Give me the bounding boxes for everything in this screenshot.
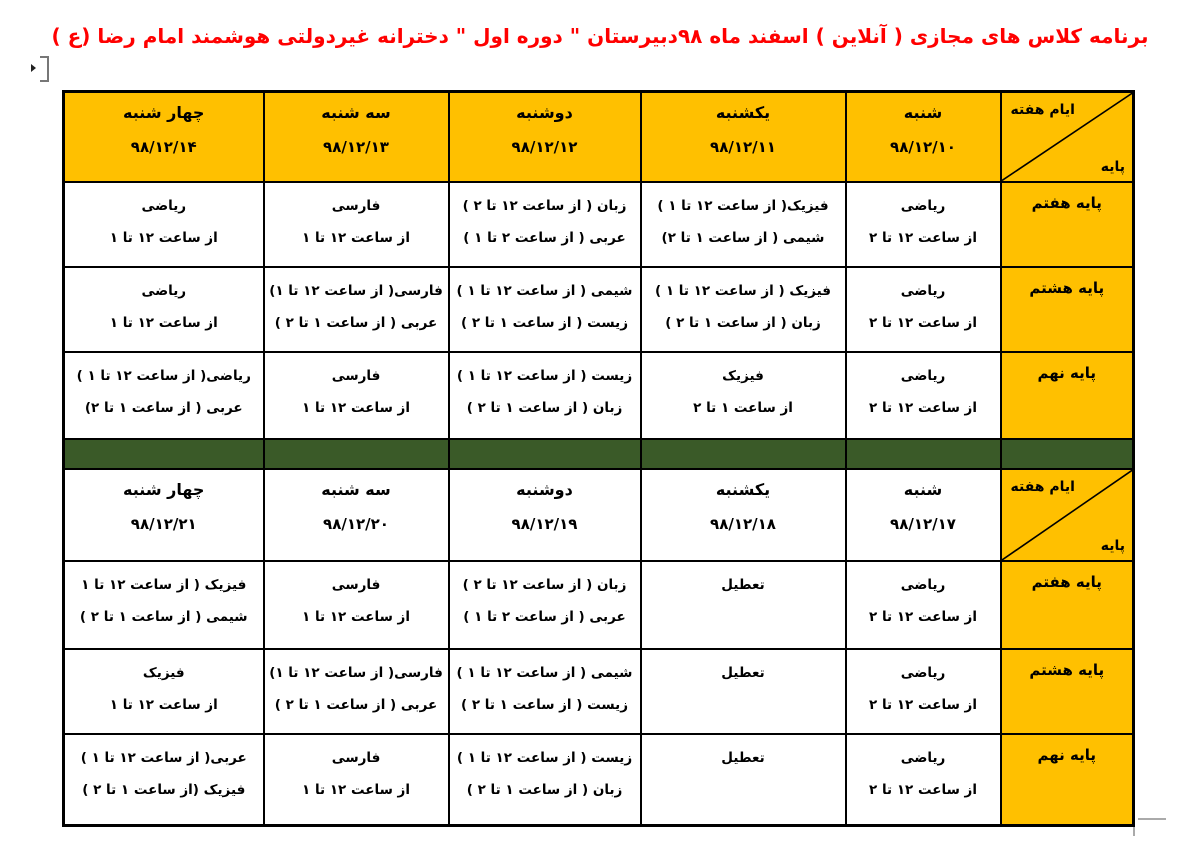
corner-grade-label: پایه — [1100, 158, 1125, 175]
day-header-cell — [846, 469, 1001, 561]
schedule-cell: فارسی( از ساعت ۱۲ تا ۱) عربی ( از ساعت ۱ تا ۲ ) — [264, 649, 449, 734]
week1-header-row — [64, 92, 1134, 182]
schedule-cell: زیست ( از ساعت ۱۲ تا ۱ ) زبان ( از ساعت ۱ تا ۲ ) — [449, 352, 641, 439]
week2-corner-cell — [1001, 469, 1134, 561]
week2-header-row — [64, 469, 1134, 561]
day-name: سه شنبه — [321, 103, 391, 122]
cursor-arrow-icon — [31, 64, 36, 72]
day-name: دوشنبه — [516, 103, 573, 122]
schedule-cell: فیزیک از ساعت ۱۲ تا ۱ — [64, 649, 264, 734]
separator-cell — [449, 439, 641, 469]
day-name: چهار شنبه — [123, 479, 205, 499]
day-date: ۹۸/۱۲/۲۰ — [323, 514, 389, 533]
schedule-cell: ریاضی از ساعت ۱۲ تا ۲ — [846, 649, 1001, 734]
day-name: چهار شنبه — [123, 103, 205, 122]
schedule-cell: ریاضی( از ساعت ۱۲ تا ۱ ) عربی ( از ساعت ۱ تا ۲) — [64, 352, 264, 439]
day-date: ۹۸/۱۲/۲۱ — [130, 514, 197, 533]
schedule-cell: ریاضی از ساعت ۱۲ تا ۲ — [846, 734, 1001, 826]
schedule-cell: زیست ( از ساعت ۱۲ تا ۱ ) زبان ( از ساعت ۱ تا ۲ ) — [449, 734, 641, 826]
schedule-cell: فیزیک از ساعت ۱ تا ۲ — [641, 352, 846, 439]
week2-grade9-row — [64, 734, 1134, 826]
day-date: ۹۸/۱۲/۱۳ — [323, 138, 389, 156]
day-header-cell — [64, 92, 264, 182]
day-header-cell — [264, 469, 449, 561]
week1-grade8-row — [64, 267, 1134, 352]
grade-cell: پایه نهم — [1001, 352, 1134, 439]
schedule-cell: شیمی ( از ساعت ۱۲ تا ۱ ) زیست ( از ساعت ۱ تا ۲ ) — [449, 267, 641, 352]
separator-cell — [64, 439, 264, 469]
schedule-cell: عربی( از ساعت ۱۲ تا ۱ ) فیزیک (از ساعت ۱ تا ۲ ) — [64, 734, 264, 826]
week1-grade7-row — [64, 182, 1134, 267]
grade-cell: پایه هشتم — [1001, 649, 1134, 734]
schedule-cell: زبان ( از ساعت ۱۲ تا ۲ ) عربی ( از ساعت ۲ تا ۱ ) — [449, 561, 641, 649]
week-separator-row — [64, 439, 1134, 469]
day-date: ۹۸/۱۲/۱۲ — [511, 138, 578, 156]
grade-cell: پایه هفتم — [1001, 561, 1134, 649]
schedule-cell: فیزیک ( از ساعت ۱۲ تا ۱ شیمی ( از ساعت ۱ تا ۲ ) — [64, 561, 264, 649]
day-date: ۹۸/۱۲/۱۰ — [890, 138, 956, 156]
day-name: شنبه — [903, 103, 943, 122]
schedule-cell: ریاضی از ساعت ۱۲ تا ۲ — [846, 561, 1001, 649]
schedule-cell: ریاضی از ساعت ۱۲ تا ۲ — [846, 352, 1001, 439]
text-boundary-mark-icon — [40, 56, 49, 82]
day-header-cell — [264, 92, 449, 182]
schedule-cell: فارسی از ساعت ۱۲ تا ۱ — [264, 182, 449, 267]
day-header-cell — [449, 469, 641, 561]
schedule-cell: فارسی از ساعت ۱۲ تا ۱ — [264, 352, 449, 439]
separator-cell — [1001, 439, 1134, 469]
week2-grade8-row — [64, 649, 1134, 734]
schedule-cell: ریاضی از ساعت ۱۲ تا ۲ — [846, 267, 1001, 352]
grade-cell: پایه هشتم — [1001, 267, 1134, 352]
schedule-cell: فارسی از ساعت ۱۲ تا ۱ — [264, 734, 449, 826]
day-date: ۹۸/۱۲/۱۷ — [890, 514, 956, 533]
corner-days-label: ایام هفته — [1010, 478, 1075, 495]
day-header-cell — [641, 92, 846, 182]
schedule-cell: تعطیل — [641, 649, 846, 734]
schedule-cell: ریاضی از ساعت ۱۲ تا ۱ — [64, 182, 264, 267]
separator-cell — [641, 439, 846, 469]
separator-cell — [264, 439, 449, 469]
grade-cell: پایه هفتم — [1001, 182, 1134, 267]
schedule-cell: فارسی از ساعت ۱۲ تا ۱ — [264, 561, 449, 649]
day-header-cell — [64, 469, 264, 561]
day-name: سه شنبه — [321, 479, 391, 499]
day-header-cell — [641, 469, 846, 561]
day-name: یکشنبه — [715, 103, 771, 122]
schedule-cell: ریاضی از ساعت ۱۲ تا ۱ — [64, 267, 264, 352]
day-date: ۹۸/۱۲/۱۸ — [710, 514, 776, 533]
day-date: ۹۸/۱۲/۱۹ — [511, 514, 578, 533]
schedule-cell: تعطیل — [641, 561, 846, 649]
grade-cell: پایه نهم — [1001, 734, 1134, 826]
day-date: ۹۸/۱۲/۱۱ — [710, 138, 776, 156]
schedule-cell: ریاضی از ساعت ۱۲ تا ۲ — [846, 182, 1001, 267]
schedule-cell: فارسی( از ساعت ۱۲ تا ۱) عربی ( از ساعت ۱ تا ۲ ) — [264, 267, 449, 352]
corner-days-label: ایام هفته — [1010, 102, 1075, 118]
schedule-cell: زبان ( از ساعت ۱۲ تا ۲ ) عربی ( از ساعت ۲ تا ۱ ) — [449, 182, 641, 267]
day-date: ۹۸/۱۲/۱۴ — [130, 138, 197, 156]
separator-cell — [846, 439, 1001, 469]
week2-grade7-row — [64, 561, 1134, 649]
corner-grade-label: پایه — [1100, 537, 1125, 554]
schedule-cell: فیزیک ( از ساعت ۱۲ تا ۱ ) زبان ( از ساعت ۱ تا ۲ ) — [641, 267, 846, 352]
week1-grade9-row — [64, 352, 1134, 439]
day-name: یکشنبه — [715, 479, 771, 499]
schedule-cell: فیزیک( از ساعت ۱۲ تا ۱ ) شیمی ( از ساعت ۱ تا ۲) — [641, 182, 846, 267]
day-header-cell — [846, 92, 1001, 182]
page-title: برنامه کلاس های مجازی ( آنلاین ) اسفند ماه ۹۸دبیرستان " دوره اول " دخترانه غیردولتی هوشمند امام رضا (ع ) — [51, 24, 1149, 48]
crop-mark-horizontal-icon — [1138, 818, 1166, 820]
day-name: دوشنبه — [516, 479, 573, 499]
day-name: شنبه — [903, 479, 943, 499]
day-header-cell — [449, 92, 641, 182]
week1-corner-cell — [1001, 92, 1134, 182]
schedule-cell: تعطیل — [641, 734, 846, 826]
class-schedule-table — [62, 90, 1135, 827]
schedule-cell: شیمی ( از ساعت ۱۲ تا ۱ ) زیست ( از ساعت ۱ تا ۲ ) — [449, 649, 641, 734]
